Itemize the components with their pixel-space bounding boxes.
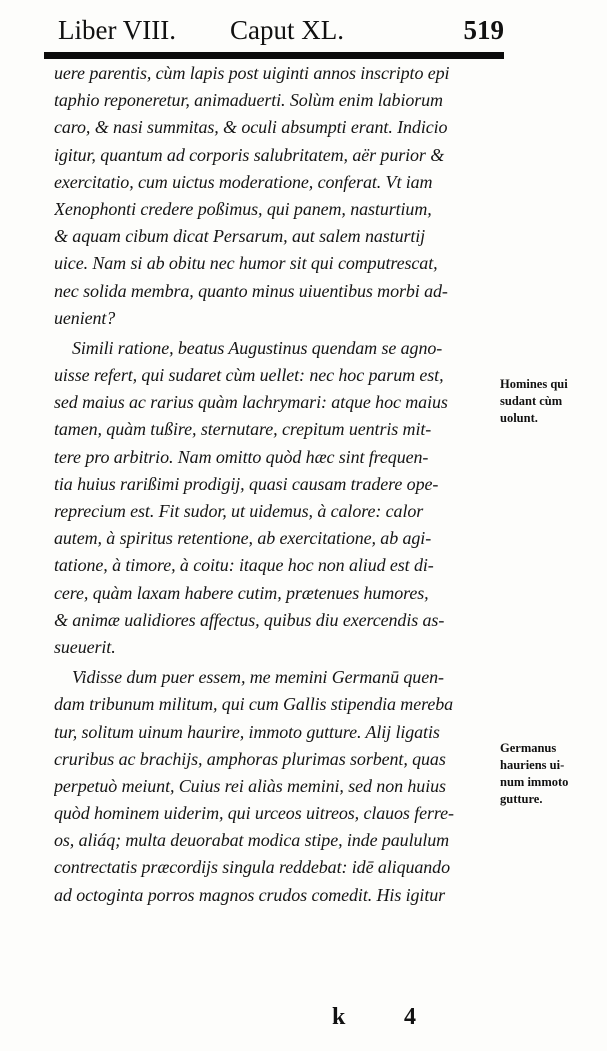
text-line: os, aliáq; multa deuorabat modica stipe, inde paululum bbox=[54, 830, 450, 851]
text-line: nec solida membra, quanto minus uiuentibus morbi ad- bbox=[54, 280, 448, 301]
text-line: caro, & nasi summitas, & oculi absumpti erant. Indicio bbox=[54, 117, 448, 138]
margin-note-line: gutture. bbox=[500, 792, 543, 806]
text-line: Vidisse dum puer essem, me memini Germanū quen- bbox=[72, 667, 444, 688]
text-line: tamen, quàm tußire, sternutare, crepitum uentris mit- bbox=[54, 419, 432, 440]
text-line: perpetuò meiunt, Cuius rei aliàs memini, sed non huius bbox=[54, 775, 446, 796]
chapter-title: Caput XL. bbox=[230, 15, 344, 45]
book-title: Liber VIII. bbox=[58, 15, 176, 45]
signature-number: 4 bbox=[404, 1004, 416, 1030]
text-line: dam tribunum militum, qui cum Gallis stipendia mereba bbox=[54, 694, 454, 715]
text-line: uisse refert, qui sudaret cùm uellet: nec hoc parum est, bbox=[54, 365, 444, 386]
body-text bbox=[54, 60, 492, 909]
margin-note-line: uolunt. bbox=[500, 411, 538, 425]
margin-note-line: Germanus bbox=[500, 741, 557, 755]
text-line: tur, solitum uinum haurire, immoto gutture. Alij ligatis bbox=[54, 721, 440, 742]
text-line: tia huius rarißimi prodigij, quasi causam tradere ope- bbox=[54, 473, 439, 494]
margin-note-german bbox=[500, 740, 607, 808]
text-line: cere, quàm laxam habere cutim, prætenues humores, bbox=[54, 582, 429, 603]
text-line: cruribus ac brachijs, amphoras plurimas sorbent, quas bbox=[54, 748, 446, 769]
text-line: Xenophonti credere poßimus, qui panem, nasturtium, bbox=[54, 198, 432, 219]
text-line: tere pro arbitrio. Nam omitto quòd hæc sint frequen- bbox=[54, 446, 429, 467]
text-line: contrectatis præcordijs singula reddebat: idē aliquando bbox=[54, 857, 450, 878]
text-line: uenient? bbox=[54, 307, 116, 328]
margin-note-line: sudant cùm bbox=[500, 394, 563, 408]
text-line: taphio reponeretur, animaduerti. Solùm enim labiorum bbox=[54, 90, 443, 111]
text-line: reprecium est. Fit sudor, ut uidemus, à calore: calor bbox=[54, 501, 424, 521]
paragraph bbox=[54, 60, 492, 332]
text-line: igitur, quantum ad corporis salubritatem, aër purior & bbox=[54, 144, 445, 165]
text-line: uere parentis, cùm lapis post uiginti annos inscripto epi bbox=[54, 63, 450, 83]
text-line: ad octoginta porros magnos crudos comedit. His igitur bbox=[54, 884, 446, 905]
text-line: quòd hominem uiderim, qui urceos uitreos, clauos ferre- bbox=[54, 803, 454, 824]
paragraph bbox=[54, 664, 492, 909]
text-line: sed maius ac rarius quàm lachrymari: atque hoc maius bbox=[54, 392, 448, 413]
text-line: & animæ ualidiores affectus, quibus diu exercendis as- bbox=[54, 609, 445, 630]
header-rule bbox=[44, 52, 504, 59]
text-line: exercitatio, cum uictus moderatione, conferat. Vt iam bbox=[54, 171, 433, 192]
text-line: uice. Nam si ab obitu nec humor sit qui computrescat, bbox=[54, 253, 438, 274]
text-line: sueuerit. bbox=[54, 636, 116, 657]
signature-mark: k bbox=[332, 1004, 346, 1030]
running-header bbox=[58, 10, 504, 50]
margin-note-line: Homines qui bbox=[500, 377, 568, 391]
paragraph bbox=[54, 335, 492, 661]
text-line: Simili ratione, beatus Augustinus quendam se agno- bbox=[72, 337, 443, 358]
text-line: autem, à spiritus retentione, ab exercitatione, ab agi- bbox=[54, 528, 432, 549]
text-line: & aquam cibum dicat Persarum, aut salem nasturtij bbox=[54, 226, 426, 247]
margin-note-line: num immoto bbox=[500, 775, 569, 789]
margin-note-sweating bbox=[500, 376, 607, 427]
page-number: 519 bbox=[463, 15, 504, 45]
text-line: tatione, à timore, à coitu: itaque hoc non aliud est di- bbox=[54, 555, 434, 576]
margin-note-line: hauriens ui- bbox=[500, 758, 565, 772]
